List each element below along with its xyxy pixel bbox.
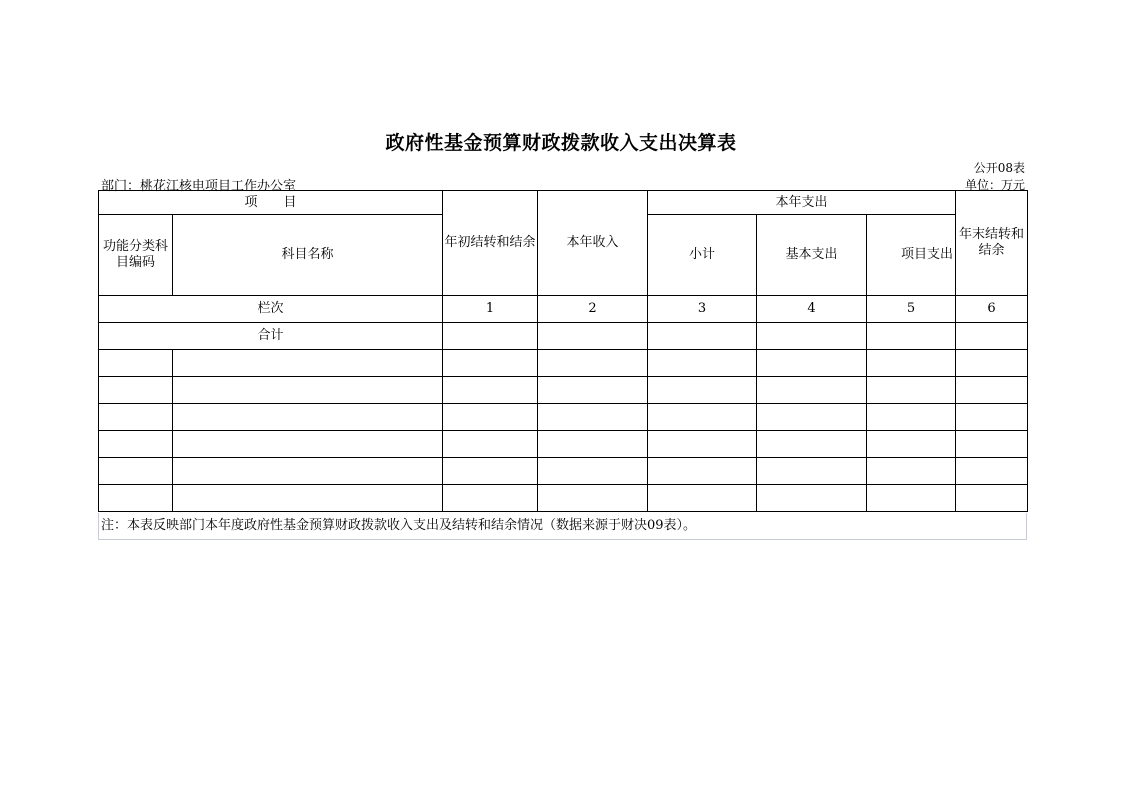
row-name: [173, 431, 443, 458]
total-cell: [956, 323, 1028, 350]
row-cell: [648, 404, 757, 431]
unit-label: 单位：万元: [964, 178, 1025, 192]
row-cell: [538, 350, 648, 377]
total-label: 合计: [99, 323, 443, 350]
row-cell: [648, 485, 757, 512]
row-cell: [956, 458, 1028, 485]
row-name: [173, 404, 443, 431]
budget-table: [98, 190, 1028, 512]
row-cell: [648, 431, 757, 458]
row-cell: [538, 404, 648, 431]
total-cell: [867, 323, 956, 350]
table-row: [99, 485, 1028, 512]
row-code: [99, 485, 173, 512]
row-cell: [443, 404, 538, 431]
row-code: [99, 404, 173, 431]
row-cell: [867, 350, 956, 377]
column-number: 2: [538, 296, 648, 323]
row-code: [99, 350, 173, 377]
table-note: 注：本表反映部门本年度政府性基金预算财政拨款收入支出及结转和结余情况（数据来源于财决09表）。: [98, 513, 1027, 540]
total-cell: [443, 323, 538, 350]
row-cell: [757, 404, 867, 431]
row-cell: [956, 350, 1028, 377]
header-item-group: 项 目: [99, 191, 443, 215]
row-code: [99, 431, 173, 458]
row-cell: [538, 431, 648, 458]
department-label: 部门：桃花江核电项目工作办公室: [101, 179, 297, 194]
header-carryover-end: 年末结转和结余: [956, 191, 1028, 296]
header-subject-name: 科目名称: [173, 215, 443, 296]
row-cell: [956, 431, 1028, 458]
row-code: [99, 458, 173, 485]
header-project-expense: 项目支出: [867, 215, 956, 296]
row-cell: [956, 377, 1028, 404]
total-cell: [757, 323, 867, 350]
column-number: 1: [443, 296, 538, 323]
row-code: [99, 377, 173, 404]
column-number: 6: [956, 296, 1028, 323]
row-cell: [867, 431, 956, 458]
row-cell: [867, 377, 956, 404]
header-subtotal: 小计: [648, 215, 757, 296]
row-cell: [443, 431, 538, 458]
row-cell: [867, 404, 956, 431]
table-row: [99, 458, 1028, 485]
row-cell: [538, 485, 648, 512]
row-cell: [443, 377, 538, 404]
total-cell: [648, 323, 757, 350]
header-income-year: 本年收入: [538, 191, 648, 296]
row-cell: [443, 485, 538, 512]
row-cell: [757, 350, 867, 377]
row-cell: [648, 377, 757, 404]
column-number-row: [99, 296, 1028, 323]
row-cell: [956, 404, 1028, 431]
row-cell: [757, 431, 867, 458]
row-name: [173, 485, 443, 512]
row-cell: [956, 485, 1028, 512]
row-cell: [538, 458, 648, 485]
column-row-label: 栏次: [99, 296, 443, 323]
row-cell: [648, 350, 757, 377]
row-cell: [757, 485, 867, 512]
column-number: 5: [867, 296, 956, 323]
row-cell: [867, 458, 956, 485]
row-cell: [538, 377, 648, 404]
header-carryover-start: 年初结转和结余: [443, 191, 538, 296]
row-name: [173, 377, 443, 404]
column-number: 4: [757, 296, 867, 323]
header-basic-expense: 基本支出: [757, 215, 867, 296]
table-row: [99, 431, 1028, 458]
header-row-1: [99, 191, 1028, 215]
row-cell: [757, 458, 867, 485]
page-title: 政府性基金预算财政拨款收入支出决算表: [385, 132, 737, 154]
table-row: [99, 404, 1028, 431]
table-row: [99, 350, 1028, 377]
row-cell: [443, 458, 538, 485]
header-func-code: 功能分类科目编码: [99, 215, 173, 296]
row-cell: [867, 485, 956, 512]
column-number: 3: [648, 296, 757, 323]
row-cell: [443, 350, 538, 377]
table-row: [99, 377, 1028, 404]
row-name: [173, 350, 443, 377]
total-row: [99, 323, 1028, 350]
row-name: [173, 458, 443, 485]
form-code-label: 公开08表: [973, 161, 1025, 175]
total-cell: [538, 323, 648, 350]
row-cell: [757, 377, 867, 404]
row-cell: [648, 458, 757, 485]
header-expense-group: 本年支出: [648, 191, 956, 215]
